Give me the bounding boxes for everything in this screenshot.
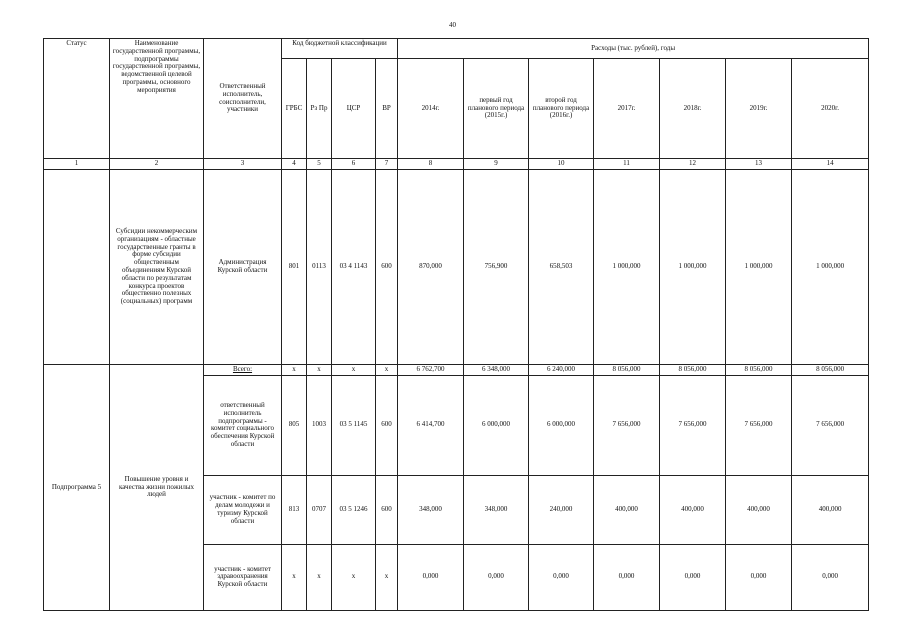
value-2017-cell: 8 056,000	[594, 365, 660, 376]
value-2018-cell: 7 656,000	[660, 375, 726, 475]
value-2017-cell: 0,000	[594, 544, 660, 610]
header-year-2017: 2017г.	[594, 59, 660, 159]
column-number-row	[44, 159, 869, 170]
header-year-2018: 2018г.	[660, 59, 726, 159]
header-vr: ВР	[376, 59, 398, 159]
executor-cell: ответственный исполнитель подпрограммы - комитет социального обеспечения Курской области	[204, 375, 282, 475]
value-2014-cell: 6 762,700	[398, 365, 464, 376]
rzpr-cell: 0707	[307, 475, 332, 544]
header-expenses: Расходы (тыс. рублей), годы	[398, 39, 869, 59]
value-2019-cell: 8 056,000	[726, 365, 792, 376]
rzpr-cell: 1003	[307, 375, 332, 475]
csr-cell: 03 4 1143	[332, 170, 376, 365]
grbs-cell: 813	[282, 475, 307, 544]
header-status: Статус	[44, 39, 110, 159]
vr-cell: 600	[376, 170, 398, 365]
executor-cell: Всего:	[204, 365, 282, 376]
value-2015-cell: 756,900	[464, 170, 529, 365]
csr-cell: 03 5 1145	[332, 375, 376, 475]
col-number: 11	[594, 159, 660, 170]
col-number: 13	[726, 159, 792, 170]
vr-cell: 600	[376, 475, 398, 544]
header-rzpr: Рз Пр	[307, 59, 332, 159]
col-number: 8	[398, 159, 464, 170]
csr-cell: x	[332, 365, 376, 376]
value-2015-cell: 6 000,000	[464, 375, 529, 475]
value-2015-cell: 0,000	[464, 544, 529, 610]
value-2016-cell: 240,000	[529, 475, 594, 544]
value-2014-cell: 0,000	[398, 544, 464, 610]
value-2019-cell: 400,000	[726, 475, 792, 544]
col-number: 12	[660, 159, 726, 170]
header-year-2014: 2014г.	[398, 59, 464, 159]
rzpr-cell: 0113	[307, 170, 332, 365]
table-row	[44, 365, 869, 376]
col-number: 7	[376, 159, 398, 170]
grbs-cell: 805	[282, 375, 307, 475]
header-year-2019: 2019г.	[726, 59, 792, 159]
executor-cell: участник - комитет здравоохранения Курской области	[204, 544, 282, 610]
value-2020-cell: 400,000	[792, 475, 869, 544]
value-2018-cell: 0,000	[660, 544, 726, 610]
status-cell: Подпрограмма 5	[44, 365, 110, 611]
page-number: 40	[449, 21, 456, 29]
col-number: 2	[110, 159, 204, 170]
value-2018-cell: 400,000	[660, 475, 726, 544]
value-2016-cell: 0,000	[529, 544, 594, 610]
value-2017-cell: 400,000	[594, 475, 660, 544]
value-2014-cell: 348,000	[398, 475, 464, 544]
value-2016-cell: 658,503	[529, 170, 594, 365]
value-2019-cell: 7 656,000	[726, 375, 792, 475]
grbs-cell: 801	[282, 170, 307, 365]
value-2016-cell: 6 240,000	[529, 365, 594, 376]
header-csr: ЦСР	[332, 59, 376, 159]
executor-cell: Администрация Курской области	[204, 170, 282, 365]
vr-cell: x	[376, 544, 398, 610]
col-number: 1	[44, 159, 110, 170]
value-2019-cell: 1 000,000	[726, 170, 792, 365]
header-year-2015: первый год планового периода (2015г.)	[464, 59, 529, 159]
csr-cell: x	[332, 544, 376, 610]
csr-cell: 03 5 1246	[332, 475, 376, 544]
value-2015-cell: 348,000	[464, 475, 529, 544]
header-grbs: ГРБС	[282, 59, 307, 159]
header-year-2020: 2020г.	[792, 59, 869, 159]
col-number: 5	[307, 159, 332, 170]
col-number: 6	[332, 159, 376, 170]
grbs-cell: x	[282, 544, 307, 610]
value-2014-cell: 870,000	[398, 170, 464, 365]
col-number: 14	[792, 159, 869, 170]
value-2020-cell: 7 656,000	[792, 375, 869, 475]
header-name: Наименование государственной программы, подпрограммы государственной программы, ведомственной целевой программы, основного мероприятия	[110, 39, 204, 159]
value-2014-cell: 6 414,700	[398, 375, 464, 475]
value-2018-cell: 1 000,000	[660, 170, 726, 365]
value-2020-cell: 1 000,000	[792, 170, 869, 365]
value-2018-cell: 8 056,000	[660, 365, 726, 376]
program-name-cell: Повышение уровня и качества жизни пожилых людей	[110, 365, 204, 611]
col-number: 10	[529, 159, 594, 170]
value-2020-cell: 0,000	[792, 544, 869, 610]
rzpr-cell: x	[307, 544, 332, 610]
col-number: 9	[464, 159, 529, 170]
col-number: 4	[282, 159, 307, 170]
value-2017-cell: 1 000,000	[594, 170, 660, 365]
vr-cell: x	[376, 365, 398, 376]
value-2020-cell: 8 056,000	[792, 365, 869, 376]
status-cell	[44, 170, 110, 365]
value-2016-cell: 6 000,000	[529, 375, 594, 475]
table-row	[44, 170, 869, 365]
program-name-cell: Субсидии некоммерческим организациям - областные государственные гранты в форме субсидии общественным объединениям Курской области по результатам конкурса проектов общественно полезных (социальных) программ	[110, 170, 204, 365]
executor-cell: участник - комитет по делам молодежи и туризму Курской области	[204, 475, 282, 544]
header-executor: Ответственный исполнитель, соисполнители, участники	[204, 39, 282, 159]
grbs-cell: x	[282, 365, 307, 376]
col-number: 3	[204, 159, 282, 170]
rzpr-cell: x	[307, 365, 332, 376]
header-budget-code: Код бюджетной классификации	[282, 39, 398, 59]
value-2015-cell: 6 348,000	[464, 365, 529, 376]
vr-cell: 600	[376, 375, 398, 475]
value-2017-cell: 7 656,000	[594, 375, 660, 475]
header-year-2016: второй год планового периода (2016г.)	[529, 59, 594, 159]
value-2019-cell: 0,000	[726, 544, 792, 610]
budget-table	[43, 38, 869, 611]
